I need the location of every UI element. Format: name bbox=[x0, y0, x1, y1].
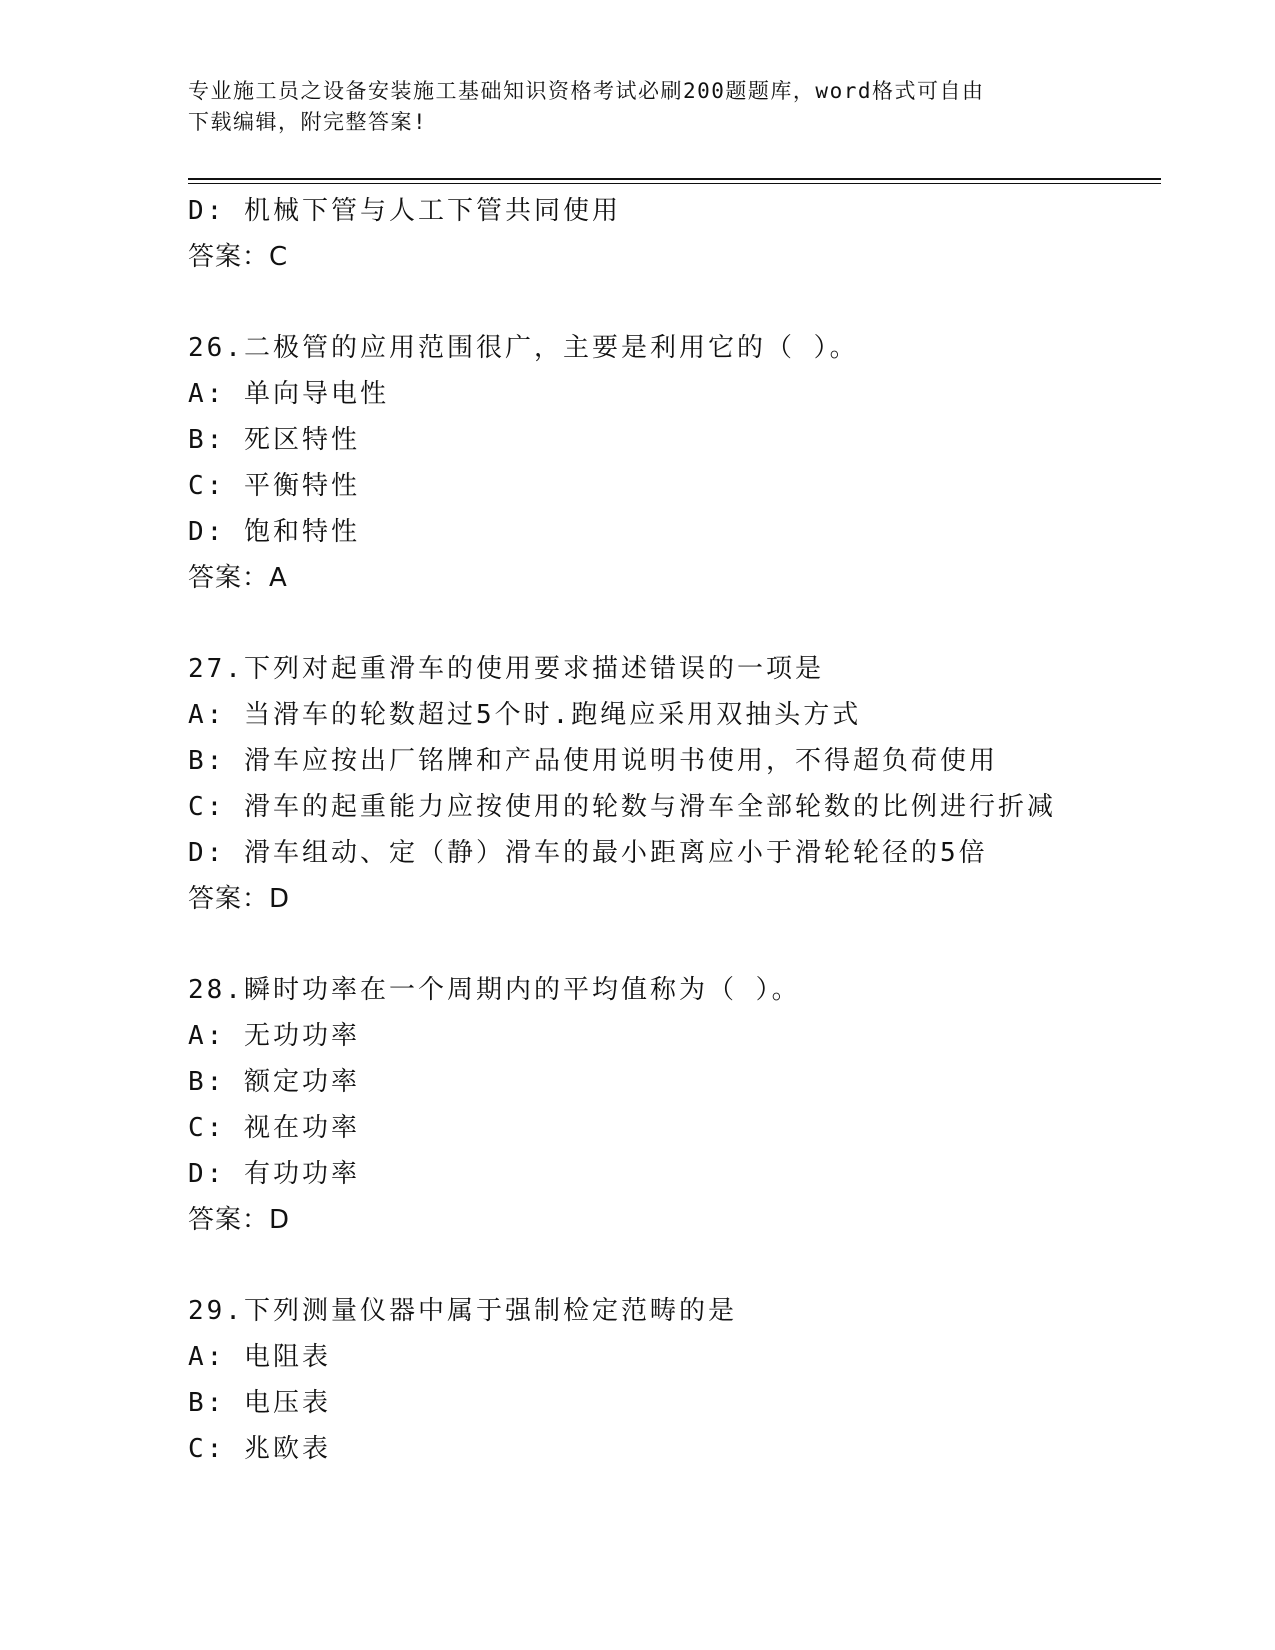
question-block-29 bbox=[188, 1288, 1168, 1472]
header-title-line-2: 下载编辑，附完整答案! bbox=[188, 110, 428, 134]
option-c: C: 平衡特性 bbox=[188, 471, 360, 501]
option-a: A: 单向导电性 bbox=[188, 379, 389, 409]
option-d: D: 机械下管与人工下管共同使用 bbox=[188, 196, 621, 226]
question-block-25 bbox=[188, 188, 1168, 280]
question-stem: 26.二极管的应用范围很广，主要是利用它的（ ）。 bbox=[188, 333, 859, 363]
option-c: C: 兆欧表 bbox=[188, 1434, 331, 1464]
option-b: B: 电压表 bbox=[188, 1388, 331, 1418]
spacer bbox=[188, 922, 1168, 967]
answer-line: 答案：D bbox=[188, 884, 291, 914]
header-divider-thick bbox=[188, 178, 1161, 180]
header-title-line-1: 专业施工员之设备安装施工基础知识资格考试必刷200题题库，word格式可自由 bbox=[188, 79, 985, 103]
document-header bbox=[188, 76, 1088, 138]
spacer bbox=[188, 601, 1168, 646]
option-d: D: 有功功率 bbox=[188, 1159, 360, 1189]
option-b: B: 额定功率 bbox=[188, 1067, 360, 1097]
option-c: C: 视在功率 bbox=[188, 1113, 360, 1143]
spacer bbox=[188, 280, 1168, 325]
option-d: D: 饱和特性 bbox=[188, 517, 360, 547]
option-a: A: 当滑车的轮数超过5个时.跑绳应采用双抽头方式 bbox=[188, 700, 862, 730]
option-b: B: 死区特性 bbox=[188, 425, 360, 455]
question-stem: 29.下列测量仪器中属于强制检定范畴的是 bbox=[188, 1296, 737, 1326]
question-list bbox=[188, 188, 1168, 1472]
option-c: C: 滑车的起重能力应按使用的轮数与滑车全部轮数的比例进行折减 bbox=[188, 792, 1056, 822]
option-b: B: 滑车应按出厂铭牌和产品使用说明书使用，不得超负荷使用 bbox=[188, 746, 998, 776]
question-stem: 28.瞬时功率在一个周期内的平均值称为（ ）。 bbox=[188, 975, 801, 1005]
question-block-27 bbox=[188, 646, 1168, 922]
header-divider-thin bbox=[188, 183, 1161, 184]
question-stem: 27.下列对起重滑车的使用要求描述错误的一项是 bbox=[188, 654, 824, 684]
answer-line: 答案：C bbox=[188, 242, 289, 272]
answer-line: 答案：A bbox=[188, 563, 288, 593]
option-a: A: 电阻表 bbox=[188, 1342, 331, 1372]
option-d: D: 滑车组动、定（静）滑车的最小距离应小于滑轮轮径的5倍 bbox=[188, 838, 988, 868]
question-block-26 bbox=[188, 325, 1168, 601]
question-block-28 bbox=[188, 967, 1168, 1243]
answer-line: 答案：D bbox=[188, 1205, 291, 1235]
option-a: A: 无功功率 bbox=[188, 1021, 360, 1051]
spacer bbox=[188, 1243, 1168, 1288]
